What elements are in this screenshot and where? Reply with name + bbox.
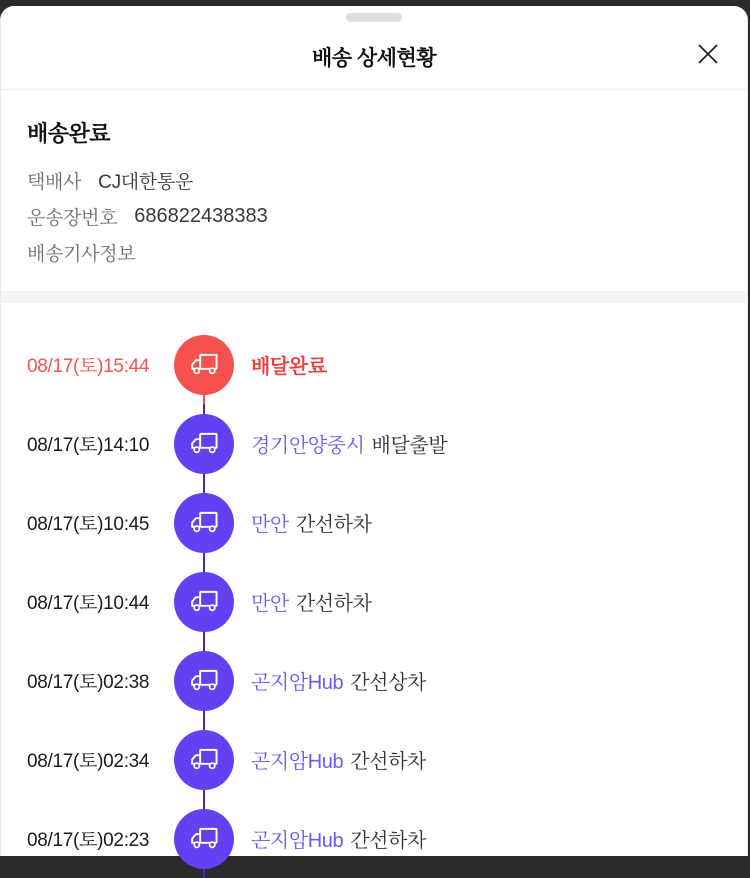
event-marker	[174, 483, 234, 562]
timeline-event-row	[1, 483, 747, 562]
timeline-connector-bottom	[203, 552, 205, 562]
tracking-number-value: 686822438383	[134, 204, 268, 227]
tracking-number-label: 운송장번호	[27, 207, 118, 229]
timeline-connector-bottom	[203, 868, 205, 878]
timeline-connector-top	[203, 483, 205, 493]
event-status: 간선상차	[350, 672, 426, 694]
event-status-text	[251, 587, 372, 616]
event-status-text	[251, 666, 426, 695]
event-time: 08/17(토)10:44	[27, 593, 150, 614]
driver-info-row[interactable]	[27, 234, 721, 270]
event-status: 간선하차	[295, 514, 372, 536]
truck-icon	[174, 809, 234, 869]
event-time: 08/17(토)02:38	[27, 672, 150, 693]
event-status-text	[251, 824, 426, 853]
event-time: 08/17(토)14:10	[27, 435, 150, 456]
courier-value: CJ대한통운	[98, 171, 194, 193]
event-status: 간선하차	[350, 751, 426, 773]
event-status: 배달출발	[371, 435, 448, 457]
event-time: 08/17(토)02:34	[27, 751, 150, 772]
event-time: 08/17(토)02:23	[27, 830, 150, 851]
event-status-text	[251, 745, 426, 774]
driver-info-label[interactable]: 배송기사정보	[27, 243, 136, 265]
event-marker	[174, 562, 234, 641]
timeline-connector-top	[203, 799, 205, 809]
event-status-text	[251, 508, 372, 537]
event-location: 곤지암Hub	[251, 672, 344, 694]
event-location: 곤지암Hub	[251, 830, 344, 852]
event-marker	[174, 325, 234, 404]
close-icon	[695, 41, 721, 67]
event-marker	[174, 720, 234, 799]
timeline-event-row	[1, 325, 747, 404]
delivery-detail-sheet	[0, 6, 748, 856]
event-location: 만안	[251, 514, 289, 536]
event-location: 만안	[251, 593, 289, 615]
timeline-connector-bottom	[203, 710, 205, 720]
timeline-event-row	[1, 562, 747, 641]
event-marker	[174, 641, 234, 720]
timeline-connector-top	[203, 641, 205, 651]
event-status: 배달완료	[251, 356, 327, 378]
timeline-connector-top	[203, 720, 205, 730]
truck-icon	[174, 651, 234, 711]
courier-label: 택배사	[27, 171, 82, 193]
truck-icon	[174, 572, 234, 632]
timeline-event-row	[1, 720, 747, 799]
timeline-connector-bottom	[203, 631, 205, 641]
modal-title: 배송 상세현황	[311, 47, 437, 70]
timeline-connector-bottom	[203, 394, 205, 404]
timeline-list	[1, 303, 747, 878]
truck-icon	[174, 414, 234, 474]
event-time: 08/17(토)15:44	[27, 356, 150, 377]
truck-icon	[174, 730, 234, 790]
timeline-connector-top	[203, 404, 205, 414]
event-location: 곤지암Hub	[251, 751, 344, 773]
event-status: 간선하차	[295, 593, 372, 615]
event-status-text	[251, 429, 447, 458]
shipment-summary	[1, 90, 747, 291]
event-location: 경기안양중시	[251, 435, 365, 457]
modal-header	[1, 6, 747, 90]
timeline-event-row	[1, 641, 747, 720]
tracking-number-row	[27, 198, 721, 234]
timeline-connector-bottom	[203, 789, 205, 799]
timeline-connector-top	[203, 562, 205, 572]
close-button[interactable]	[693, 39, 723, 69]
event-marker	[174, 799, 234, 878]
timeline-event-row	[1, 404, 747, 483]
event-status-text	[251, 350, 327, 379]
event-time: 08/17(토)10:45	[27, 514, 150, 535]
timeline-connector-bottom	[203, 473, 205, 483]
shipment-status-heading: 배송완료	[27, 121, 111, 146]
timeline-event-row	[1, 799, 747, 878]
section-divider	[1, 291, 747, 303]
truck-icon	[174, 335, 234, 395]
event-marker	[174, 404, 234, 483]
courier-row	[27, 162, 721, 198]
event-status: 간선하차	[350, 830, 426, 852]
truck-icon	[174, 493, 234, 553]
